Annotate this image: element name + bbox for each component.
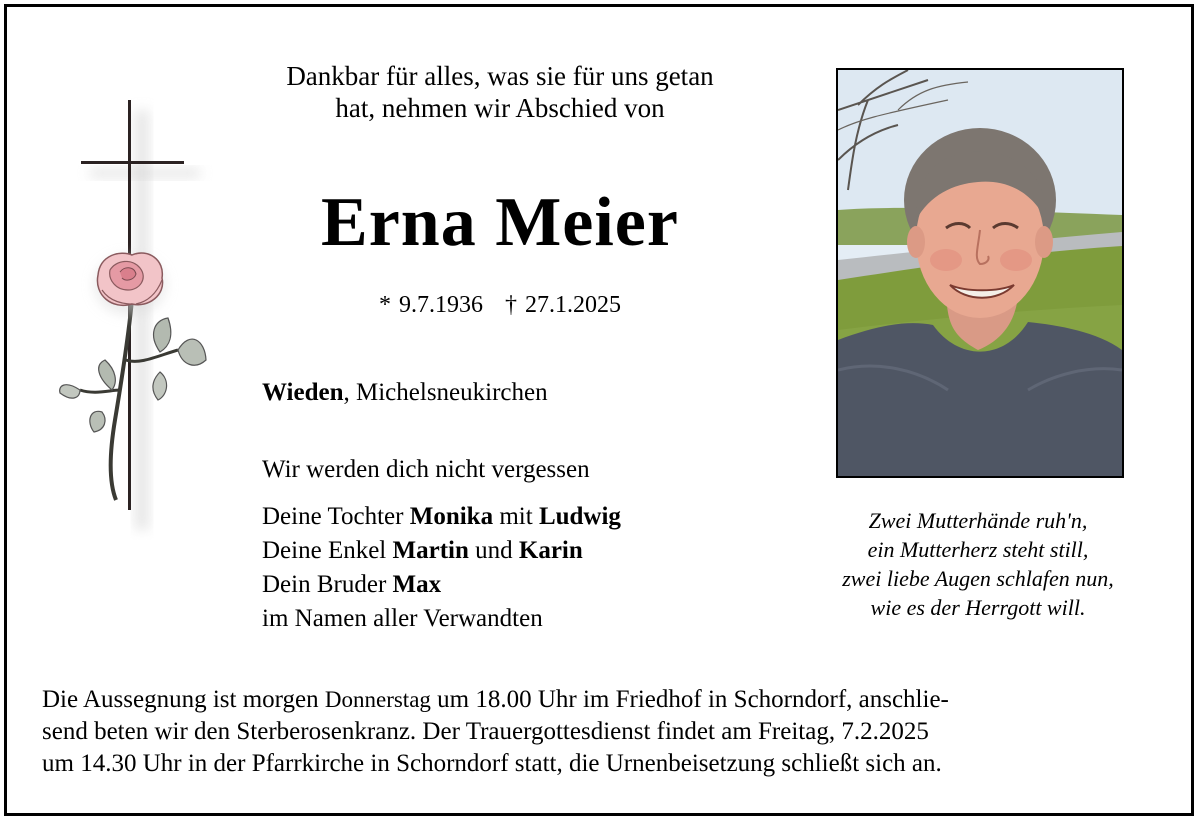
mourner-name: Karin — [518, 537, 583, 564]
poem-line-2: ein Mutterherz steht still, — [867, 537, 1089, 562]
deceased-name: Erna Meier — [321, 184, 679, 261]
birth-date: * 9.7.1936 — [379, 292, 483, 318]
poem-line-4: wie es der Herrgott will. — [870, 595, 1086, 620]
service-text: Die Aussegnung ist morgen — [42, 686, 325, 713]
cross-with-rose-icon — [50, 90, 220, 540]
mourner-text: Deine Tochter — [262, 503, 410, 530]
service-announcement — [42, 684, 1158, 780]
service-line-3: um 14.30 Uhr in der Pfarrkirche in Schorndorf statt, die Urnenbeisetzung schließt sich an. — [42, 750, 942, 777]
mourner-line-relatives: im Namen aller Verwandten — [262, 605, 543, 632]
mourner-line-daughter — [262, 501, 621, 533]
memorial-poem — [790, 506, 1166, 622]
residence-village: Wieden — [262, 379, 344, 406]
residence — [262, 378, 548, 408]
mourners-heading: Wir werden dich nicht vergessen — [262, 456, 590, 483]
poem-line-3: zwei liebe Augen schlafen nun, — [842, 566, 1114, 591]
mourner-name: Monika — [409, 503, 494, 530]
mourner-text: und — [468, 537, 519, 564]
service-day: Donnerstag — [324, 687, 431, 712]
life-dates — [200, 290, 800, 320]
intro-text — [200, 60, 800, 124]
intro-line-1: Dankbar für alles, was sie für uns getan — [286, 61, 714, 91]
mourner-line-grandchildren — [262, 535, 583, 567]
service-text: um 18.00 Uhr im Friedhof in Schorndorf, anschlie- — [430, 686, 949, 713]
mourner-name: Max — [392, 571, 442, 598]
service-line-1 — [42, 684, 1158, 716]
mourner-text: Deine Enkel — [262, 537, 393, 564]
portrait-photo — [836, 68, 1124, 478]
mourner-name: Martin — [392, 537, 469, 564]
mourner-text: mit — [493, 503, 539, 530]
intro-line-2: hat, nehmen wir Abschied von — [335, 93, 665, 123]
death-date: † 27.1.2025 — [505, 292, 621, 318]
mourner-text: Dein Bruder — [262, 571, 393, 598]
mourner-name: Ludwig — [538, 503, 621, 530]
poem-line-1: Zwei Mutterhände ruh'n, — [868, 508, 1088, 533]
residence-rest: , Michelsneukirchen — [343, 379, 548, 406]
service-line-2: send beten wir den Sterberosenkranz. Der Trauergottesdienst findet am Freitag, 7.2.2025 — [42, 718, 929, 745]
mourner-line-brother — [262, 569, 441, 601]
